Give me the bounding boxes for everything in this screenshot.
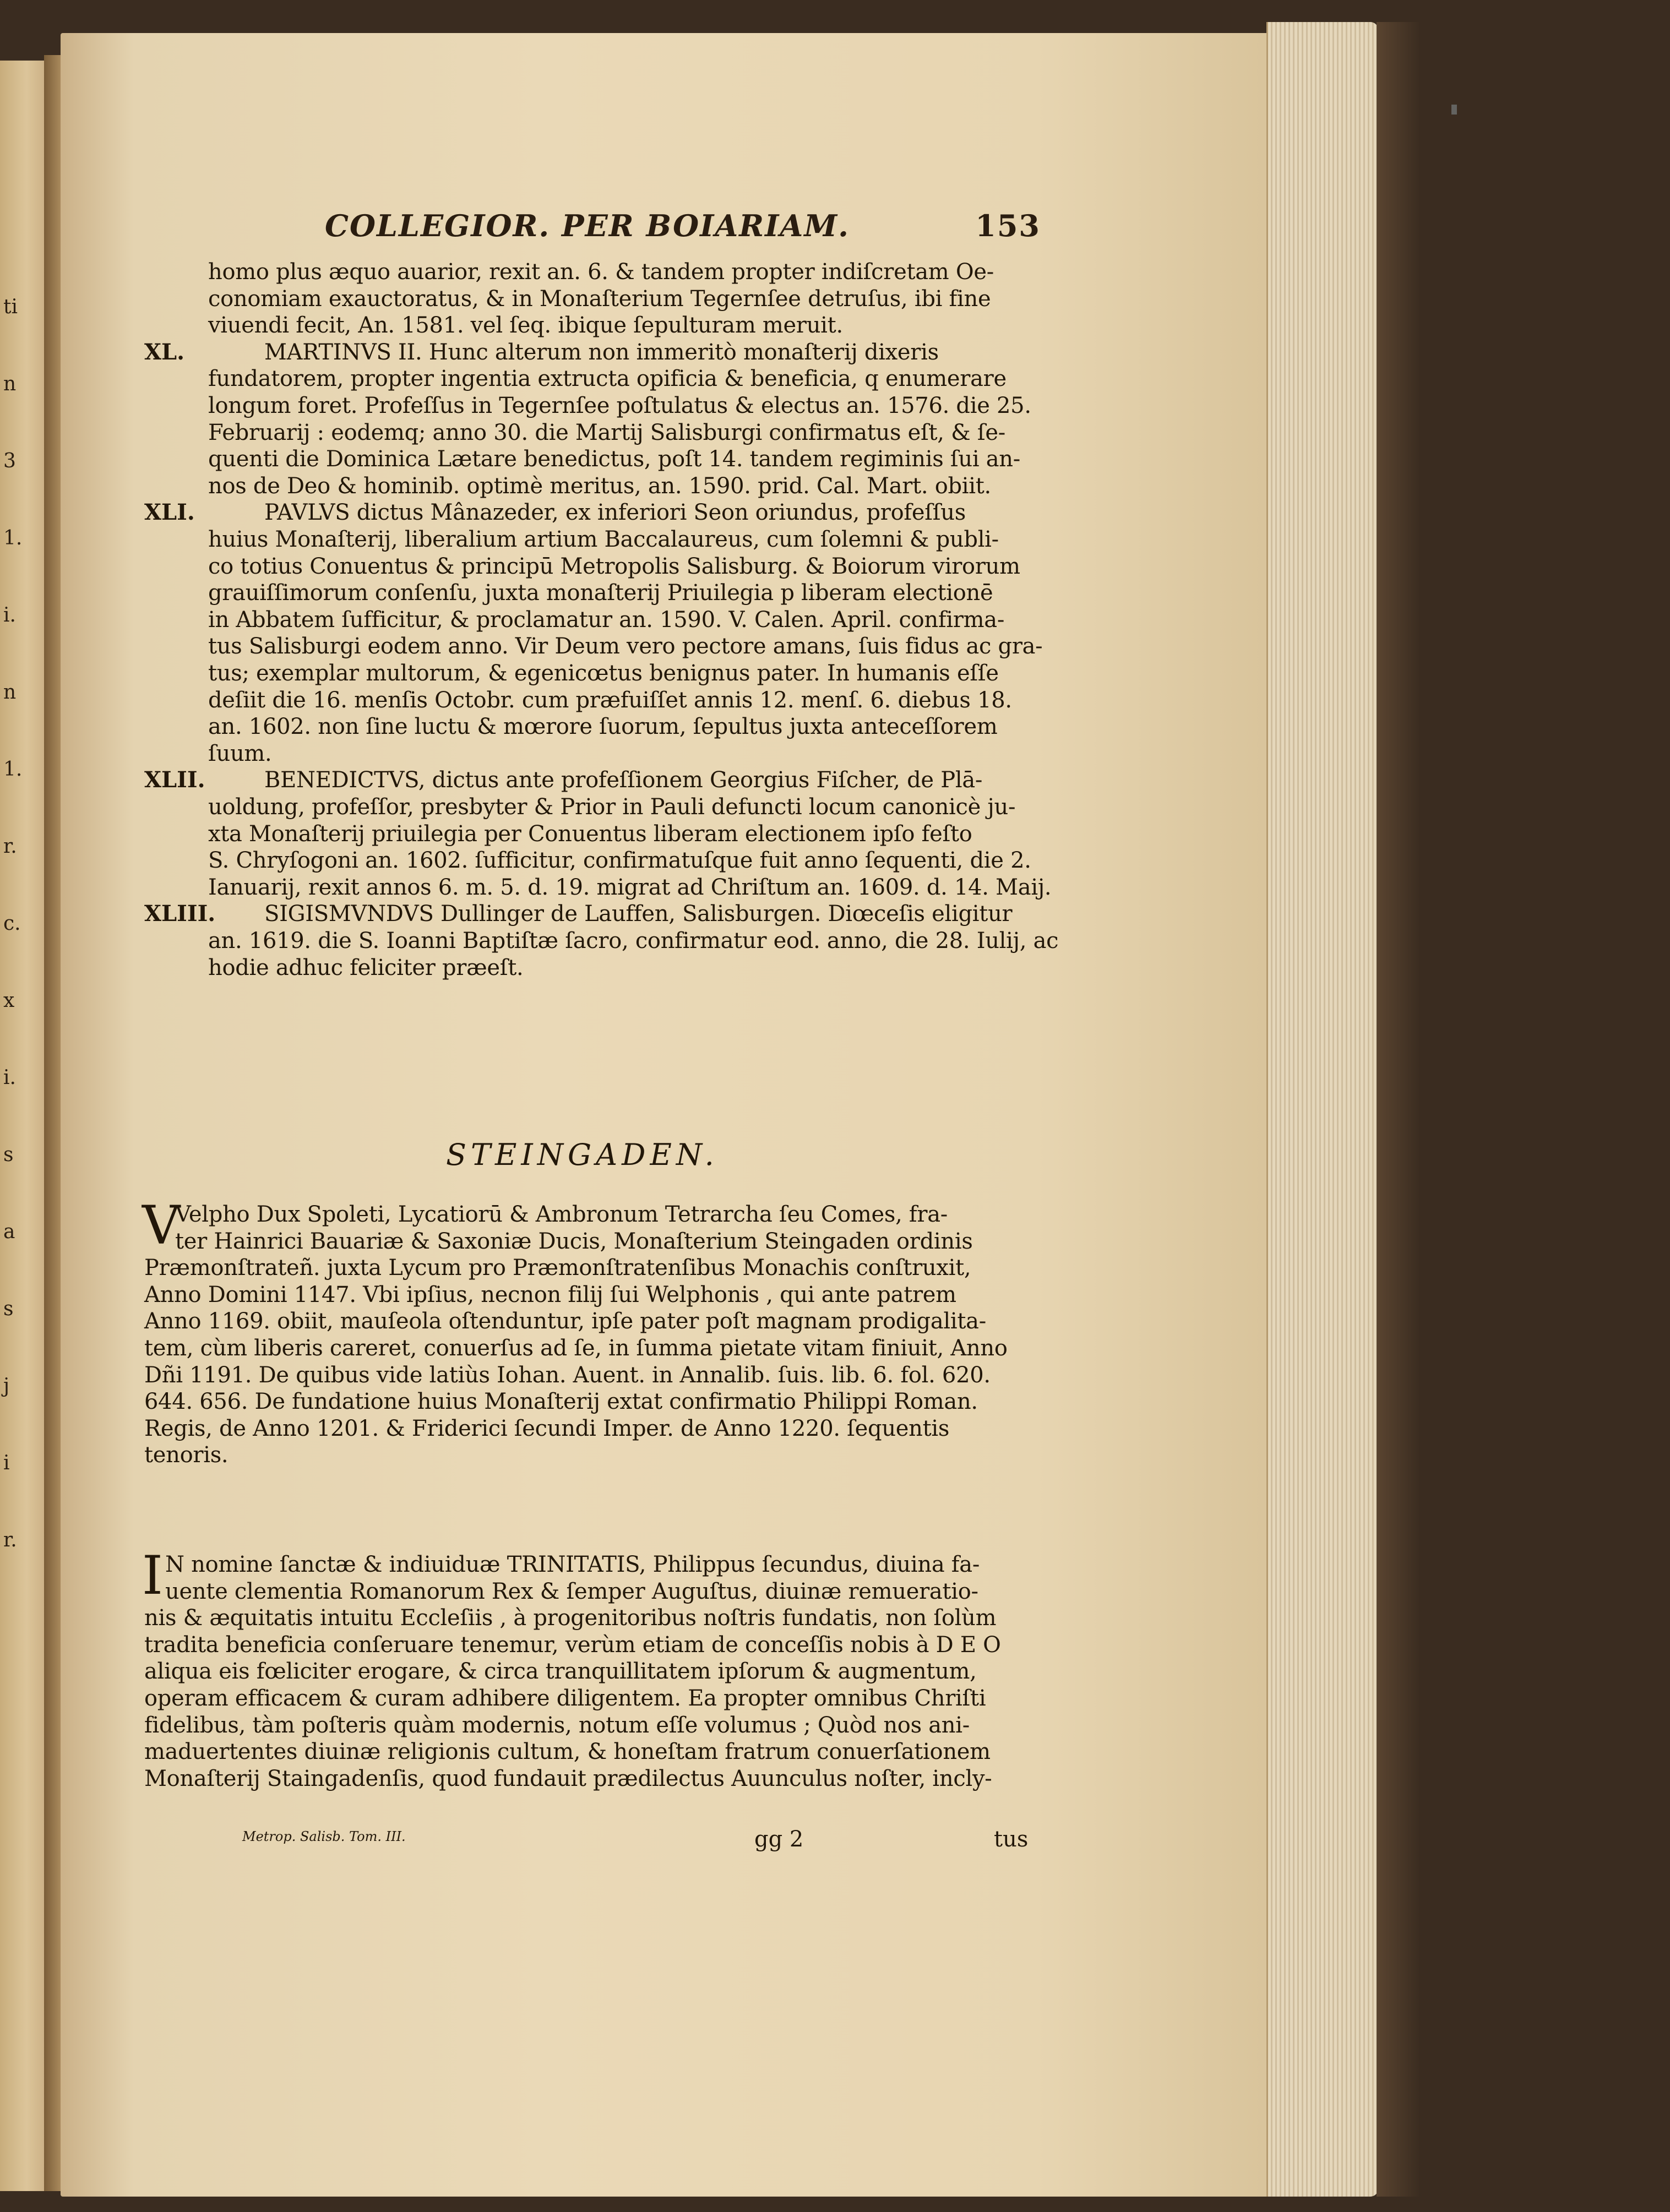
paragraph-line: tem, cùm liberis careret, conuerſus ad ſe, in ſumma pietate vitam finiuit, Anno: [144, 1336, 1008, 1361]
entry-numeral: XL.: [144, 339, 185, 365]
paragraph-line: maduertentes diuinæ religionis cultum, & honeſtam fratrum conuerſationem: [144, 1739, 991, 1765]
entry-line: fundatorem, propter ingentia extructa opificia & beneficia, q enumerare: [208, 366, 1007, 392]
section-title: STEINGADEN.: [446, 1137, 719, 1172]
left-page-fragment: i.: [3, 604, 16, 626]
entry-line: homo plus æquo auarior, rexit an. 6. & tandem propter indiſcretam Oe-: [208, 259, 994, 285]
entry-line: co totius Conuentus & principū Metropolis Salisburg. & Boiorum virorum: [208, 553, 1020, 579]
paragraph-line: Dñi 1191. De quibus vide latiùs Iohan. Auent. in Annalib. ſuis. lib. 6. fol. 620.: [144, 1362, 991, 1388]
drop-cap: I: [142, 1545, 163, 1606]
entry-line: longum foret. Profeſſus in Tegernſee poſtulatus & electus an. 1576. die 25.: [208, 393, 1031, 418]
entry-line: SIGISMVNDVS Dullinger de Lauffen, Salisburgen. Diœceſis eligitur: [264, 901, 1013, 927]
left-page-fragment: c.: [3, 912, 21, 935]
entry-line: an. 1619. die S. Ioanni Baptiſtæ ſacro, confirmatur eod. anno, die 28. Iulij, ac: [208, 928, 1059, 954]
paragraph-line: tradita beneficia conſeruare tenemur, verùm etiam de conceſſis nobis à D E O: [144, 1632, 1001, 1658]
entry-line: S. Chryſogoni an. 1602. ſufficitur, confirmatuſque fuit anno ſequenti, die 2.: [208, 848, 1031, 874]
paragraph-line: Regis, de Anno 1201. & Friderici ſecundi Imper. de Anno 1220. ſequentis: [144, 1415, 950, 1441]
entry-line: tus Salisburgi eodem anno. Vir Deum vero pectore amans, ſuis fidus ac gra-: [208, 634, 1043, 660]
entry-line: Ianuarij, rexit annos 6. m. 5. d. 19. migrat ad Chriſtum an. 1609. d. 14. Maij.: [208, 874, 1052, 900]
paper-mark: [1451, 105, 1457, 115]
entry-numeral: XLII.: [144, 767, 205, 793]
entry-line: grauiſſimorum conſenſu, juxta monaſterij Priuilegia p liberam electionē: [208, 580, 993, 606]
left-page-edge: [0, 61, 45, 2191]
paragraph-line: fidelibus, tàm poſteris quàm modernis, notum eſſe volumus ; Quòd nos ani-: [144, 1712, 970, 1738]
entry-line: ſuum.: [208, 740, 272, 766]
entry-line: xta Monaſterij priuilegia per Conuentus liberam electionem ipſo feſto: [208, 821, 972, 847]
entry-line: in Abbatem ſufficitur, & proclamatur an. 1590. V. Calen. April. confirma-: [208, 607, 1005, 633]
left-page-fragment: j: [3, 1375, 10, 1397]
entry-line: an. 1602. non ſine luctu & mœrore ſuorum, ſepultus juxta anteceſſorem: [208, 714, 998, 740]
left-page-fragment: r.: [3, 1529, 17, 1551]
entry-line: quenti die Dominica Lætare benedictus, poſt 14. tandem regiminis ſui an-: [208, 446, 1020, 472]
entry-line: nos de Deo & hominib. optimè meritus, an. 1590. prid. Cal. Mart. obiit.: [208, 473, 991, 499]
left-page-fragment: r.: [3, 835, 17, 858]
paragraph-line: operam efficacem & curam adhibere diligentem. Ea propter omnibus Chriſti: [144, 1686, 986, 1711]
left-page-fragment: 1.: [3, 527, 23, 549]
paragraph-line: Anno 1169. obiit, mauſeola oſtenduntur, ipſe pater poſt magnam prodigalita-: [144, 1309, 986, 1334]
page-number: 153: [975, 208, 1041, 243]
paragraph-line: uente clementia Romanorum Rex & ſemper Auguſtus, diuinæ remueratio-: [165, 1578, 978, 1604]
entry-line: huius Monaſterij, liberalium artium Baccalaureus, cum ſolemni & publi-: [208, 527, 999, 552]
paragraph-line: N nomine ſanctæ & indiuiduæ TRINITATIS, Philippus ſecundus, diuina fa-: [165, 1552, 980, 1577]
paragraph-line: nis & æquitatis intuitu Eccleſiis , à progenitoribus noſtris fundatis, non ſolùm: [144, 1605, 997, 1631]
paragraph-line: Velpho Dux Spoleti, Lycatiorū & Ambronum Tetrarcha ſeu Comes, fra-: [175, 1202, 948, 1227]
entry-line: hodie adhuc feliciter præeſt.: [208, 955, 524, 980]
paragraph-line: 644. 656. De fundatione huius Monaſterij extat confirmatio Philippi Roman.: [144, 1389, 978, 1415]
page-edges: [1266, 22, 1378, 2197]
left-page-fragment: 3: [3, 450, 16, 472]
signature-mark: gg 2: [754, 1827, 804, 1852]
left-page-fragment: i.: [3, 1066, 16, 1089]
cover-shadow: [1377, 22, 1421, 2197]
left-page-fragment: s: [3, 1298, 14, 1320]
entry-line: uoldung, profeſſor, presbyter & Prior in Pauli defuncti locum canonicè ju-: [208, 794, 1016, 820]
entry-line: viuendi fecit, An. 1581. vel ſeq. ibique ſepulturam meruit.: [208, 313, 843, 339]
entry-line: PAVLVS dictus Mânazeder, ex inferiori Seon oriundus, profeſſus: [264, 500, 966, 526]
left-page-fragment: s: [3, 1143, 14, 1166]
footer-volume: Metrop. Salisb. Tom. III.: [242, 1829, 406, 1844]
left-page-fragment: n: [3, 373, 17, 395]
entry-line: deſiit die 16. menſis Octobr. cum præfuiſſet annis 12. menſ. 6. diebus 18.: [208, 687, 1012, 713]
paragraph-line: Monaſterij Staingadenſis, quod fundauit prædilectus Auunculus noſter, incly-: [144, 1766, 992, 1791]
left-page-fragment: n: [3, 681, 17, 704]
entry-numeral: XLIII.: [144, 901, 216, 927]
paragraph-line: Præmonſtrateñ. juxta Lycum pro Præmonſtratenſibus Monachis conſtruxit,: [144, 1255, 971, 1281]
entry-numeral: XLI.: [144, 499, 195, 526]
left-page-fragment: ti: [3, 296, 18, 318]
left-page-fragment: 1.: [3, 758, 23, 781]
paragraph-line: aliqua eis fœliciter erogare, & circa tranquillitatem ipſorum & augmentum,: [144, 1659, 977, 1685]
entry-line: Februarij : eodemq; anno 30. die Martij Salisburgi confirmatus eſt, & ſe-: [208, 419, 1005, 445]
running-header: [325, 208, 1041, 243]
drop-cap: V: [142, 1195, 181, 1256]
paragraph-line: ter Hainrici Bauariæ & Saxoniæ Ducis, Monaſterium Steingaden ordinis: [175, 1228, 973, 1254]
paragraph-line: Anno Domini 1147. Vbi ipſius, necnon filij ſui Welphonis , qui ante patrem: [144, 1282, 956, 1307]
entry-line: tus; exemplar multorum, & egenicœtus benignus pater. In humanis eſſe: [208, 661, 999, 686]
entry-line: BENEDICTVS, dictus ante profeſſionem Georgius Fiſcher, de Plā-: [264, 767, 983, 793]
left-page-fragment: a: [3, 1221, 15, 1243]
running-title: COLLEGIOR. PER BOIARIAM.: [325, 208, 850, 243]
entry-line: conomiam exauctoratus, & in Monaſterium Tegernſee detruſus, ibi fine: [208, 286, 991, 312]
entry-line: MARTINVS II. Hunc alterum non immeritò monaſterij dixeris: [264, 339, 939, 365]
paragraph-line: tenoris.: [144, 1442, 229, 1468]
left-page-fragment: i: [3, 1452, 10, 1474]
catchword: tus: [994, 1827, 1029, 1852]
left-page-fragment: x: [3, 989, 15, 1012]
